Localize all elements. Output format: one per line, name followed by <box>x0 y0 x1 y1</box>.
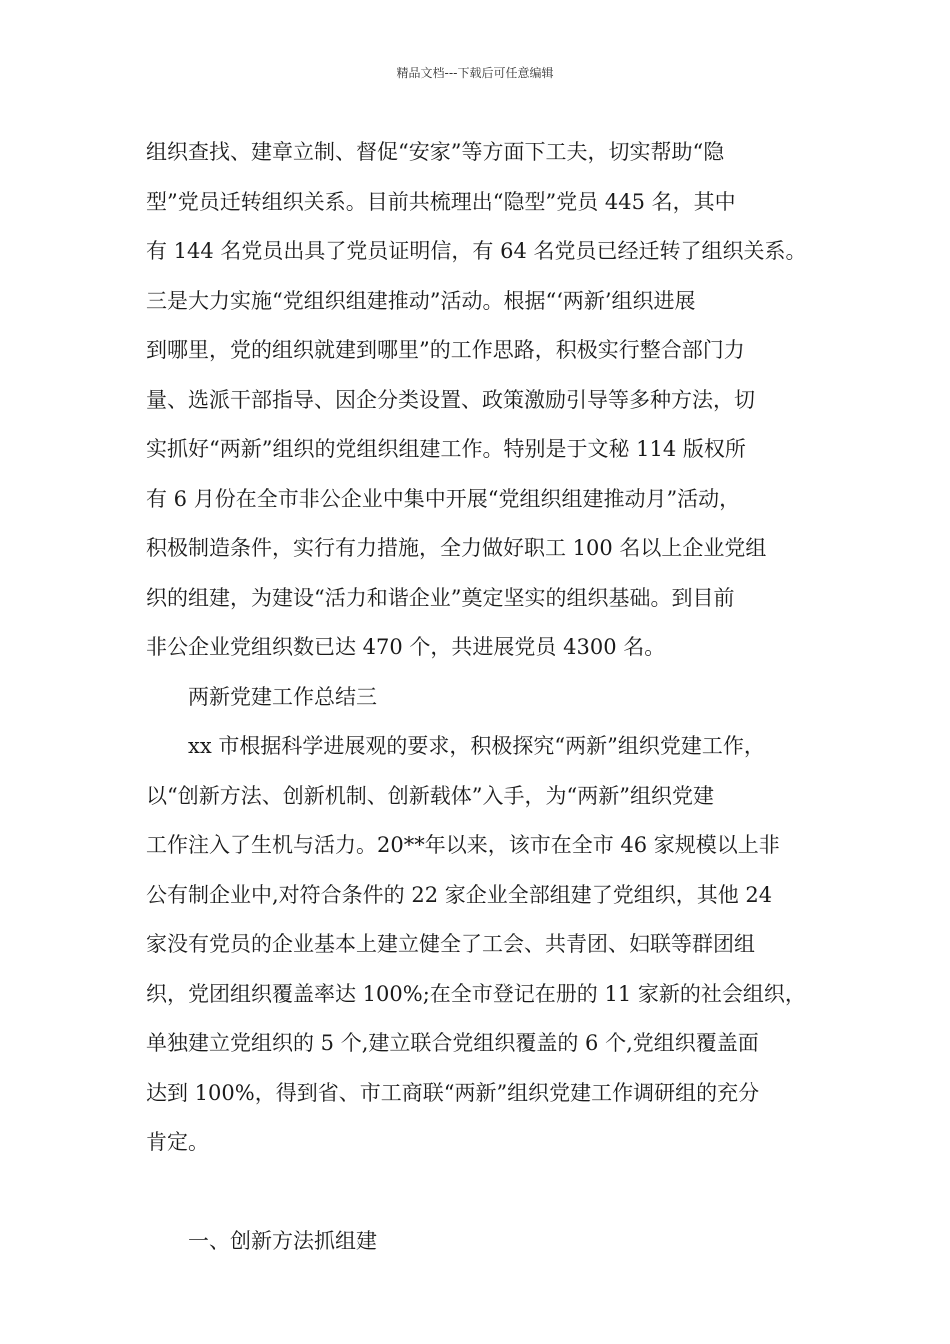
text-line: 织的组建，为建设“活力和谐企业”奠定坚实的组织基础。到目前 <box>146 585 735 610</box>
text-line: 组织查找、建章立制、督促“安家”等方面下工夫，切实帮助“隐 <box>146 140 725 164</box>
text-line: 三是大力实施“党组织组建推动”活动。根据“‘两新’组织进展 <box>146 288 696 313</box>
document-body <box>146 128 826 1267</box>
section-title: 两新党建工作总结三 <box>188 684 377 709</box>
text-line: 非公企业党组织数已达 470 个，共进展党员 4300 名。 <box>146 635 666 659</box>
text-line: 家没有党员的企业基本上建立健全了工会、共青团、妇联等群团组 <box>146 932 755 956</box>
text-line: 到哪里，党的组织就建到哪里”的工作思路，积极实行整合部门力 <box>146 338 745 362</box>
blank-line <box>146 1168 826 1218</box>
text-line: 肯定。 <box>146 1130 209 1154</box>
text-line: 单独建立党组织的 5 个,建立联合党组织覆盖的 6 个,党组织覆盖面 <box>146 1031 759 1055</box>
text-line: 工作注入了生机与活力。20**年以来，该市在全市 46 家规模以上非 <box>146 833 780 857</box>
text-line: 有 6 月份在全市非公企业中集中开展“党组织组建推动月”活动， <box>146 486 741 511</box>
text-line: 型”党员迁转组织关系。目前共梳理出“隐型”党员 445 名，其中 <box>146 189 736 214</box>
page-header: 精品文档---下载后可任意编辑 <box>396 66 554 80</box>
text-line: 达到 100%，得到省、市工商联“两新”组织党建工作调研组的充分 <box>146 1080 760 1105</box>
subsection-heading: 一、创新方法抓组建 <box>188 1229 377 1253</box>
text-line: 积极制造条件，实行有力措施，全力做好职工 100 名以上企业党组 <box>146 536 767 560</box>
text-line: 以“创新方法、创新机制、创新载体”入手，为“两新”组织党建 <box>146 783 714 808</box>
text-line: 公有制企业中,对符合条件的 22 家企业全部组建了党组织，其他 24 <box>146 882 773 907</box>
text-line: xx 市根据科学进展观的要求，积极探究“两新”组织党建工作， <box>188 734 765 758</box>
text-line: 实抓好“两新”组织的党组织组建工作。特别是于文秘 114 版权所 <box>146 437 746 461</box>
text-line: 有 144 名党员出具了党员证明信，有 64 名党员已经迁转了组织关系。 <box>146 239 807 263</box>
text-line: 织，党团组织覆盖率达 100%;在全市登记在册的 11 家新的社会组织， <box>146 981 806 1006</box>
text-line: 量、选派干部指导、因企分类设置、政策激励引导等多种方法，切 <box>146 387 755 412</box>
